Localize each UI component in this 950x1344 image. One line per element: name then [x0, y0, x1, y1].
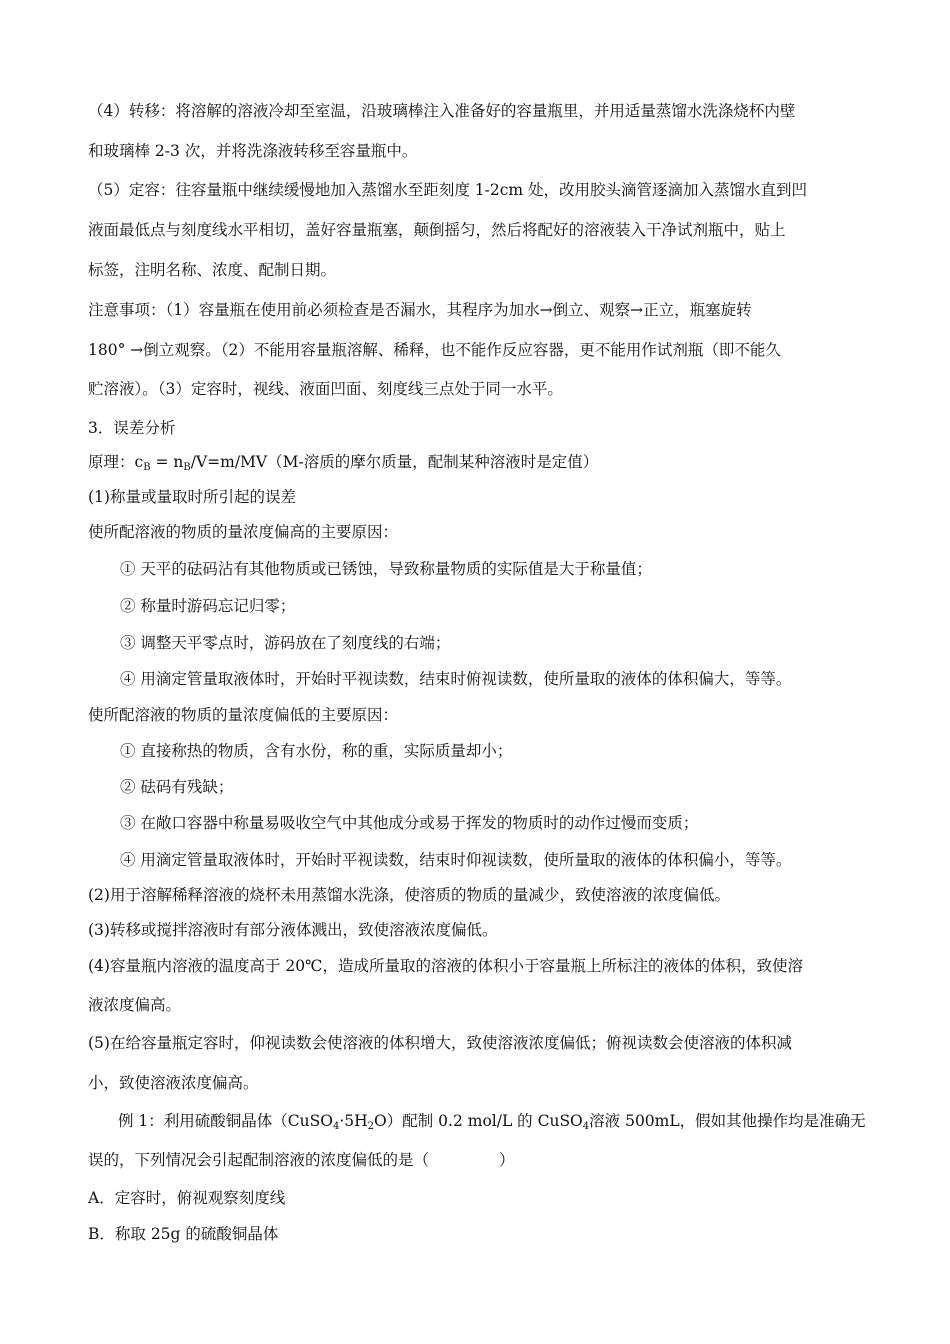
- low-cause-item: ③ 在敞口容器中称量易吸收空气中其他成分或易于挥发的物质时的动作过慢而变质；: [120, 814, 699, 832]
- subsection-5-line1: (5)在给容量瓶定容时，仰视读数会使溶液的体积增大，致使溶液浓度偏低；俯视读数会使溶液的体积减: [88, 1034, 792, 1052]
- notes-line2: 180° →倒立观察。（2）不能用容量瓶溶解、稀释，也不能作反应容器，更不能用作试剂瓶（即不能久: [88, 341, 781, 359]
- option-b: B．称取 25g 的硫酸铜晶体: [88, 1225, 279, 1243]
- low-cause-item: ④ 用滴定管量取液体时，开始时平视读数，结束时仰视读数，使所量取的液体的体积偏小，等等。: [120, 851, 792, 869]
- notes-line3: 贮溶液）。（3）定容时，视线、液面凹面、刻度线三点处于同一水平。: [88, 380, 563, 398]
- high-cause-item: ④ 用滴定管量取液体时，开始时平视读数，结束时俯视读数，使所量取的液体的体积偏大，等等。: [120, 670, 792, 688]
- subsection-4-line2: 液浓度偏高。: [88, 996, 182, 1014]
- low-cause-item: ② 砝码有残缺；: [120, 778, 234, 796]
- step4-line1: （4）转移：将溶解的溶液冷却至室温，沿玻璃棒注入准备好的容量瓶里，并用适量蒸馏水洗涤烧杯内壁: [88, 102, 796, 120]
- option-a: A．定容时，俯视观察刻度线: [88, 1189, 286, 1207]
- step5-line1: （5）定容：往容量瓶中继续缓慢地加入蒸馏水至距刻度 1-2cm 处，改用胶头滴管逐滴加入蒸馏水直到凹: [88, 181, 808, 199]
- step5-line3: 标签，注明名称、浓度、配制日期。: [88, 261, 337, 279]
- step4-line2: 和玻璃棒 2-3 次，并将洗涤液转移至容量瓶中。: [88, 142, 418, 160]
- notes-line1: 注意事项：（1）容量瓶在使用前必须检查是否漏水，其程序为加水→倒立、观察→正立，瓶塞旋转: [88, 301, 752, 319]
- subsection-5-line2: 小，致使溶液浓度偏高。: [88, 1074, 259, 1092]
- subsection-2: (2)用于溶解稀释溶液的烧杯未用蒸馏水洗涤，使溶质的物质的量减少，致使溶液的浓度偏低。: [88, 886, 730, 904]
- subsection-4-line1: (4)容量瓶内溶液的温度高于 20℃，造成所量取的溶液的体积小于容量瓶上所标注的液体的体积，致使溶: [88, 957, 803, 975]
- step5-line2: 液面最低点与刻度线水平相切，盖好容量瓶塞，颠倒摇匀，然后将配好的溶液装入干净试剂瓶中，贴上: [88, 221, 786, 239]
- low-cause-item: ① 直接称热的物质，含有水份，称的重，实际质量却小；: [120, 742, 513, 760]
- high-cause-item: ③ 调整天平零点时，游码放在了刻度线的右端；: [120, 634, 451, 652]
- example-1-question: 误的，下列情况会引起配制溶液的浓度偏低的是（ ）: [88, 1151, 515, 1169]
- subsection-3: (3)转移或搅拌溶液时有部分液体溅出，致使溶液浓度偏低。: [88, 921, 498, 939]
- low-causes-title: 使所配溶液的物质的量浓度偏低的主要原因：: [88, 706, 399, 724]
- principle-formula: 原理：$c_B = n_B/V=m/MV(M-$溶质的摩尔质量，配制某种溶液时是定值）: [88, 453, 599, 473]
- example-1-stem: 例 1：利用硫酸铜晶体$(CuSO_4\cdot 5H_2O)$配制 0.2 mol/L 的 CuSO$_4$溶液 500mL，假如其他操作均是准确无: [118, 1112, 866, 1132]
- subsection-1-title: (1)称量或量取时所引起的误差: [88, 488, 296, 506]
- section-heading: 3．误差分析: [88, 419, 176, 437]
- high-causes-title: 使所配溶液的物质的量浓度偏高的主要原因：: [88, 523, 399, 541]
- high-cause-item: ① 天平的砝码沾有其他物质或已锈蚀，导致称量物质的实际值是大于称量值；: [120, 560, 652, 578]
- high-cause-item: ② 称量时游码忘记归零；: [120, 597, 296, 615]
